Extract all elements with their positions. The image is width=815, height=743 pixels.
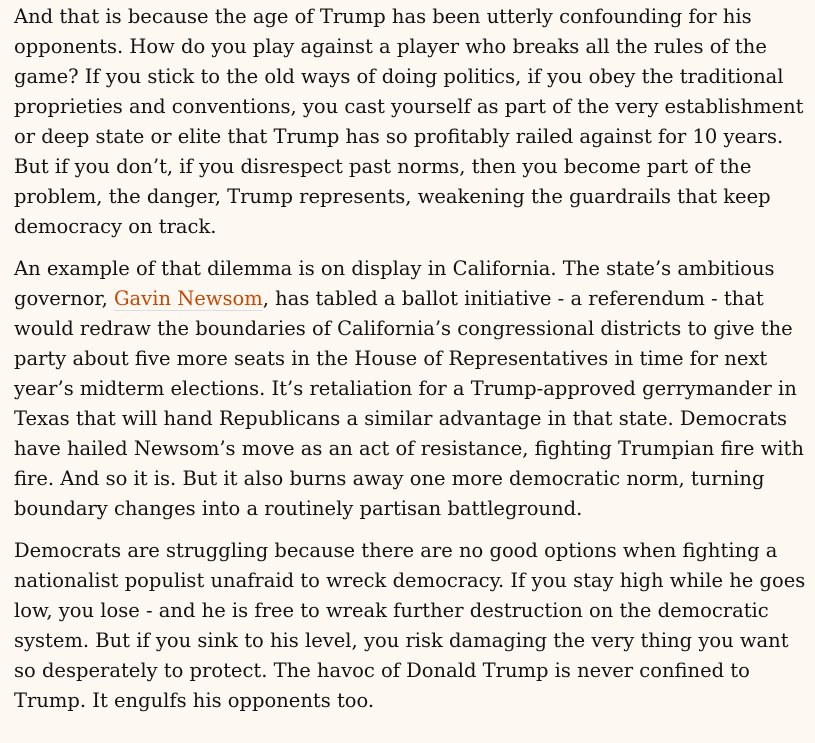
article-paragraph-2 (14, 254, 809, 524)
paragraph-2-text-start: An example of that dilemma is on display in California. The state’s ambitious governor, (14, 257, 775, 310)
paragraph-2-text-end: , has tabled a ballot initiative - a referendum - that would redraw the boundaries of California’s congressional districts to give the party about five more seats in the House of Representatives in time for next year’s midterm elections. It’s retaliation for a Trump-approved gerrymander in Texas that will hand Republicans a similar advantage in that state. Democrats have hailed Newsom’s move as an act of resistance, fighting Trumpian fire with fire. And so it is. But it also burns away one more democratic norm, turning boundary changes into a routinely partisan battleground. (14, 287, 804, 520)
article-paragraph-3: Democrats are struggling because there are no good options when fighting a nationalist populist unafraid to wreck democracy. If you stay high while he goes low, you lose - and he is free to wreak further destruction on the democratic system. But if you sink to his level, you risk damaging the very thing you want so desperately to protect. The havoc of Donald Trump is never confined to Trump. It engulfs his opponents too. (14, 539, 806, 712)
gavin-newsom-link[interactable]: Gavin Newsom (113, 287, 263, 310)
article-paragraph-1: And that is because the age of Trump has been utterly confounding for his opponents. How do you play against a player who breaks all the rules of the game? If you stick to the old ways of doing politics, if you obey the traditional proprieties and conventions, you cast yourself as part of the very establishment or deep state or elite that Trump has so profitably railed against for 10 years. But if you don’t, if you disrespect past norms, then you become part of the problem, the danger, Trump represents, weakening the guardrails that keep democracy on track. (14, 5, 804, 238)
